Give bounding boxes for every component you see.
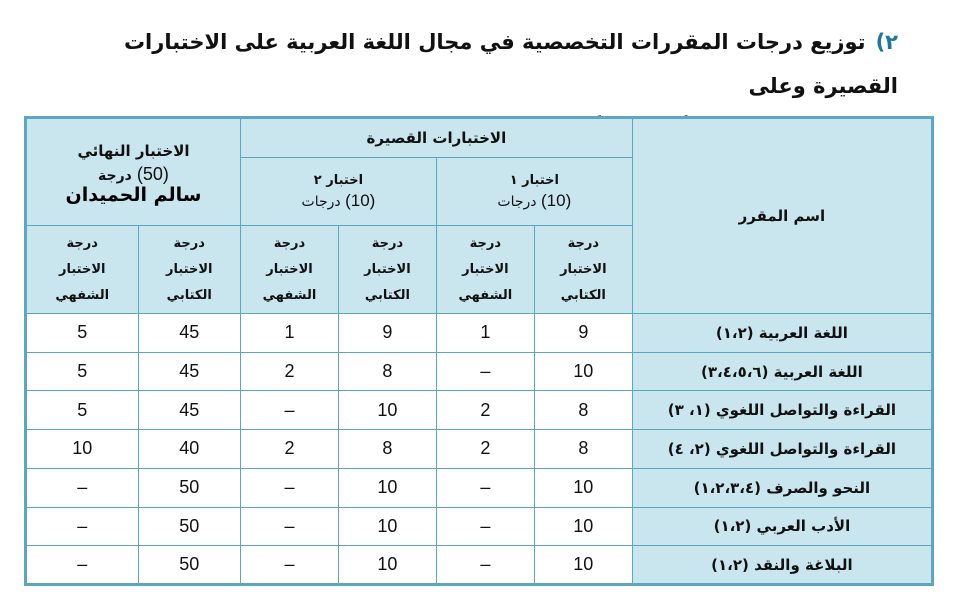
- test1-written-header: [534, 226, 632, 314]
- test2-written-value: 10: [338, 546, 436, 585]
- test1-written-value: 10: [534, 468, 632, 507]
- test2-marks-unit: درجات: [301, 194, 341, 210]
- test1-written-value: 9: [534, 314, 632, 353]
- table-row: [26, 391, 933, 430]
- label-line: الكتابي: [364, 287, 410, 303]
- test1-written-value: 8: [534, 391, 632, 430]
- test2-written-value: 8: [338, 430, 436, 469]
- label-line: الاختبار: [560, 261, 607, 277]
- table-row: [26, 468, 933, 507]
- final-written-value: 50: [138, 546, 240, 585]
- test1-oral-value: –: [436, 468, 534, 507]
- test1-oral-value: –: [436, 546, 534, 585]
- label-line: الاختبار: [266, 261, 313, 277]
- test2-written-value: 10: [338, 507, 436, 546]
- test1-header: [436, 158, 632, 226]
- final-exam-marks-unit: درجة: [98, 168, 132, 184]
- label-line: الكتابي: [560, 287, 606, 303]
- final-exam-header: [26, 118, 241, 226]
- final-written-value: 45: [138, 352, 240, 391]
- test1-oral-value: 2: [436, 430, 534, 469]
- course-name: الأدب العربي (١،٢): [632, 507, 932, 546]
- label-line: الاختبار: [59, 261, 106, 277]
- test2-header: [240, 158, 436, 226]
- test2-oral-value: 2: [240, 352, 338, 391]
- test1-written-value: 8: [534, 430, 632, 469]
- final-oral-value: 5: [26, 352, 139, 391]
- label-line: الشفهي: [262, 287, 317, 303]
- test2-oral-value: 1: [240, 314, 338, 353]
- final-written-value: 40: [138, 430, 240, 469]
- label-line: درجة: [66, 235, 98, 251]
- final-written-header: [138, 226, 240, 314]
- course-name: اللغة العربية (١،٢): [632, 314, 932, 353]
- test2-written-value: 9: [338, 314, 436, 353]
- test2-written-value: 10: [338, 391, 436, 430]
- heading-text-1: توزيع درجات المقررات التخصصية في مجال اللغة العربية على الاختبارات القصيرة وعلى: [123, 30, 898, 98]
- label-line: الاختبار: [462, 261, 509, 277]
- table-row: [26, 314, 933, 353]
- test2-oral-header: [240, 226, 338, 314]
- label-line: درجة: [273, 235, 306, 251]
- test2-oral-value: –: [240, 468, 338, 507]
- final-written-value: 50: [138, 507, 240, 546]
- final-written-value: 50: [138, 468, 240, 507]
- final-exam-marks-num: (50): [136, 164, 169, 184]
- label-line: الكتابي: [166, 287, 212, 303]
- handwritten-signature: سالم الحميدان: [65, 184, 202, 206]
- table-row: [26, 430, 933, 469]
- final-oral-value: 5: [26, 314, 139, 353]
- final-oral-header: [26, 226, 139, 314]
- test2-marks: [241, 191, 436, 212]
- test1-written-value: 10: [534, 546, 632, 585]
- final-oral-value: –: [26, 507, 139, 546]
- test2-oral-value: –: [240, 546, 338, 585]
- test1-written-value: 10: [534, 507, 632, 546]
- test2-written-value: 10: [338, 468, 436, 507]
- final-oral-value: –: [26, 546, 139, 585]
- test2-oral-value: 2: [240, 430, 338, 469]
- final-oral-value: 10: [26, 430, 139, 469]
- course-name: القراءة والتواصل اللغوي (١، ٣): [632, 391, 932, 430]
- test2-written-value: 8: [338, 352, 436, 391]
- test1-oral-header: [436, 226, 534, 314]
- label-line: درجة: [469, 235, 502, 251]
- label-line: درجة: [371, 235, 404, 251]
- label-line: الاختبار: [364, 261, 411, 277]
- test2-oral-value: –: [240, 391, 338, 430]
- grades-table-container: [24, 116, 934, 586]
- label-line: الاختبار: [166, 261, 213, 277]
- final-written-value: 45: [138, 314, 240, 353]
- label-line: درجة: [567, 235, 600, 251]
- final-written-value: 45: [138, 391, 240, 430]
- final-exam-marks: [27, 164, 240, 186]
- final-oral-value: –: [26, 468, 139, 507]
- heading-number: ٢): [875, 30, 898, 54]
- test2-marks-num: (10): [345, 191, 376, 210]
- test1-oral-value: 1: [436, 314, 534, 353]
- test1-oral-value: –: [436, 352, 534, 391]
- course-name: النحو والصرف (١،٢،٣،٤): [632, 468, 932, 507]
- heading-line-1: [58, 20, 898, 108]
- label-line: الشفهي: [458, 287, 513, 303]
- table-row: [26, 352, 933, 391]
- label-line: الشفهي: [55, 287, 110, 303]
- test1-written-value: 10: [534, 352, 632, 391]
- final-exam-title: الاختبار النهائي: [77, 142, 190, 160]
- course-name: القراءة والتواصل اللغوي (٢، ٤): [632, 430, 932, 469]
- short-tests-header: الاختبارات القصيرة: [240, 118, 632, 158]
- test1-marks: [437, 191, 632, 212]
- test2-title: اختبار ٢: [313, 173, 364, 188]
- final-oral-value: 5: [26, 391, 139, 430]
- course-name: البلاغة والنقد (١،٢): [632, 546, 932, 585]
- label-line: درجة: [173, 235, 205, 251]
- table-row: [26, 507, 933, 546]
- test2-written-header: [338, 226, 436, 314]
- course-name: اللغة العربية (٣،٤،٥،٦): [632, 352, 932, 391]
- table-row: [26, 546, 933, 585]
- test1-title: اختبار ١: [509, 173, 559, 188]
- test1-marks-num: (10): [540, 191, 572, 210]
- test1-oral-value: 2: [436, 391, 534, 430]
- test1-oral-value: –: [436, 507, 534, 546]
- course-name-header: اسم المقرر: [632, 118, 932, 314]
- test1-marks-unit: درجات: [497, 194, 537, 210]
- grades-table: [24, 116, 934, 586]
- test2-oral-value: –: [240, 507, 338, 546]
